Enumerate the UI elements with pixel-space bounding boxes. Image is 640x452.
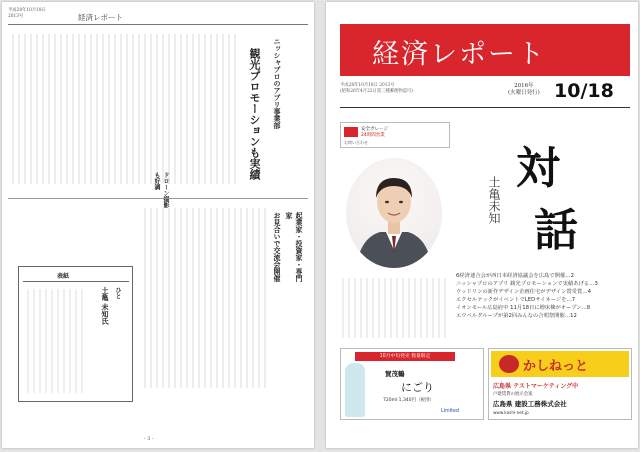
kashinet-ad-line2: 戸建賃貸の展示会案 (493, 392, 533, 397)
sake-bottle-icon (345, 363, 365, 417)
right-page (326, 2, 638, 448)
kashinet-brand: かしねっと (523, 359, 589, 374)
left-issue-no: 2013号 (8, 13, 24, 19)
kashinet-ad-line3: 広島県 建設工務株式会社 (493, 400, 567, 408)
sake-ad-label: 賀茂鶴 (385, 370, 405, 378)
article-sub-headline: ニッシャプロのアプリ事業部 (273, 38, 282, 129)
profile-name: 土亀 未知氏 (101, 287, 110, 325)
side-headline-meetup: お見合いで交流会開催 (273, 212, 282, 282)
masthead-title: 経済レポート (372, 39, 546, 70)
profile-body (25, 289, 85, 393)
profile-label: ひと (114, 287, 121, 299)
garage-ad-line2: 24時間営業 (361, 133, 385, 138)
left-meta (8, 8, 46, 19)
calligraphy-char2: 話 (534, 205, 578, 256)
calligraphy-artwork (476, 128, 606, 268)
issue-meta-line1: 平成28年10月18日 2013号 (340, 83, 395, 88)
kashinet-logo-icon (499, 355, 519, 373)
garage-logo-icon (344, 127, 358, 137)
calligraphy-char1: 対 (516, 143, 560, 194)
left-date: 平成28年10月18日 (8, 8, 46, 13)
profile-title: 表紙 (57, 273, 70, 280)
kashinet-ad-banner (491, 351, 629, 377)
article-body (10, 34, 240, 194)
sake-ad-name: にごり (401, 381, 434, 394)
toc-item[interactable]: ウッドリンの新作デザイン企画住宅がデザイン賞受賞…4 (456, 289, 591, 296)
left-brand: 経済レポート (78, 13, 123, 22)
side-headline-startup: 起業家・投資家・専門家 (285, 212, 304, 282)
issue-year-line1: 2016年 (514, 83, 534, 89)
kashinet-ad[interactable] (488, 348, 632, 420)
issue-year (508, 83, 540, 97)
calligraphy-signature: 土亀未知 (487, 176, 501, 224)
sake-ad-company: Limited (441, 409, 459, 414)
issue-meta-line2: (昭和26年4月22日第三種郵便物認可) (340, 88, 413, 94)
issue-meta (340, 83, 413, 94)
garage-ad-line1: 安全ガレージ (361, 127, 388, 132)
page-number: - 3 - (144, 436, 154, 442)
toc-item[interactable]: エウベルグループが第2回みんなの合唱祭開催…12 (456, 313, 577, 320)
toc-item[interactable]: エクセルテックがイベントでLEDサイネージを…7 (456, 297, 576, 304)
side-headline-drone: ドローン撮影も好調 (153, 172, 169, 208)
kashinet-ad-line1: 広島県 テストマーケティング中 (493, 383, 579, 390)
toc-item[interactable]: ニッシャプロのアプリ 観光プロモーションで実績あげる…3 (456, 281, 598, 288)
kashinet-ad-url[interactable]: www.kashi-net.jp (493, 410, 529, 415)
toc-item[interactable]: イオンモール広島府中 11月18日に増床棟がオープン…8 (456, 305, 591, 312)
right-article-body (340, 278, 450, 342)
left-page (2, 2, 314, 448)
table-of-contents (456, 272, 632, 320)
header-rule (8, 24, 308, 25)
article-body-lower (142, 208, 268, 398)
garage-ad-line3: お問い合わせ (344, 140, 368, 145)
sake-ad[interactable] (340, 348, 484, 420)
article-main-headline: 観光プロモーションも実績 (248, 48, 261, 180)
cover-portrait (346, 158, 442, 268)
garage-ad[interactable] (340, 122, 450, 148)
toc-item[interactable]: 6経済連合会が西日本経済協議会を広島で開催…2 (456, 273, 574, 279)
issue-year-line2: (火曜日発行) (508, 89, 540, 96)
profile-rule (23, 281, 129, 282)
portrait-figure-icon (346, 158, 442, 268)
section-divider (8, 198, 308, 199)
sake-ad-band: 10月中旬発売 数量限定 (355, 352, 455, 361)
masthead (340, 24, 630, 76)
issue-date: 10/18 (554, 80, 614, 102)
cover-profile-box (18, 266, 133, 402)
issue-bar (340, 78, 630, 108)
sake-ad-price: 720ml 1,340円（税別） (383, 398, 435, 403)
